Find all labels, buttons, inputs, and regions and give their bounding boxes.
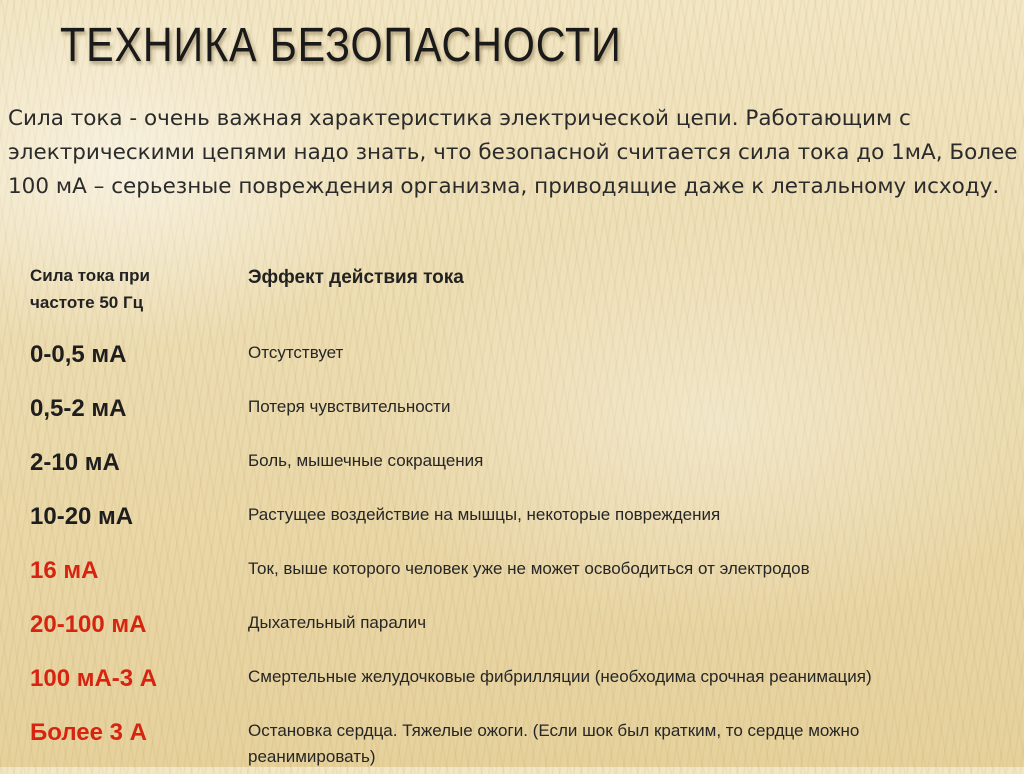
header-current-label: Сила тока при частоте 50 Гц bbox=[30, 266, 150, 312]
header-effect-cell bbox=[248, 262, 1010, 291]
header-current-cell bbox=[30, 262, 248, 316]
effect-text: Боль, мышечные сокращения bbox=[248, 451, 484, 470]
effect-text: Потеря чувствительности bbox=[248, 397, 451, 416]
table-header-row bbox=[30, 262, 1010, 340]
effect-text: Растущее воздействие на мышцы, некоторые повреждения bbox=[248, 505, 721, 524]
current-value: 0,5-2 мА bbox=[30, 395, 127, 422]
current-effects-table bbox=[30, 262, 1010, 774]
table-row bbox=[30, 664, 1010, 718]
slide-title: ТЕХНИКА БЕЗОПАСНОСТИ bbox=[60, 19, 622, 72]
table-row bbox=[30, 394, 1010, 448]
table-row bbox=[30, 448, 1010, 502]
current-value: 2-10 мА bbox=[30, 449, 120, 476]
table-row bbox=[30, 610, 1010, 664]
table-row bbox=[30, 502, 1010, 556]
effect-text: Ток, выше которого человек уже не может освободиться от электродов bbox=[248, 559, 810, 578]
current-value: 16 мА bbox=[30, 557, 99, 584]
effect-text: Дыхательный паралич bbox=[248, 613, 427, 632]
effect-text: Остановка сердца. Тяжелые ожоги. (Если шок был кратким, то сердце можно реанимировать) bbox=[248, 721, 860, 766]
effect-text: Смертельные желудочковые фибрилляции (необходима срочная реанимация) bbox=[248, 667, 872, 686]
current-value: 10-20 мА bbox=[30, 503, 134, 530]
current-value: 100 мА-3 А bbox=[30, 665, 158, 692]
header-effect-label: Эффект действия тока bbox=[248, 267, 464, 288]
effect-text: Отсутствует bbox=[248, 343, 344, 362]
table-row bbox=[30, 556, 1010, 610]
table-row bbox=[30, 718, 1010, 774]
current-value: 20-100 мА bbox=[30, 611, 147, 638]
current-value: Более 3 А bbox=[30, 719, 147, 746]
current-value: 0-0,5 мА bbox=[30, 341, 127, 368]
table-row bbox=[30, 340, 1010, 394]
intro-paragraph: Сила тока - очень важная характеристика электрической цепи. Работающим с электрическими цепями надо знать, что безопасной считается сила тока до 1мА, Более 100 мА – серьезные повреждения организма, приводящие даже к летальному исходу. bbox=[8, 106, 1018, 199]
